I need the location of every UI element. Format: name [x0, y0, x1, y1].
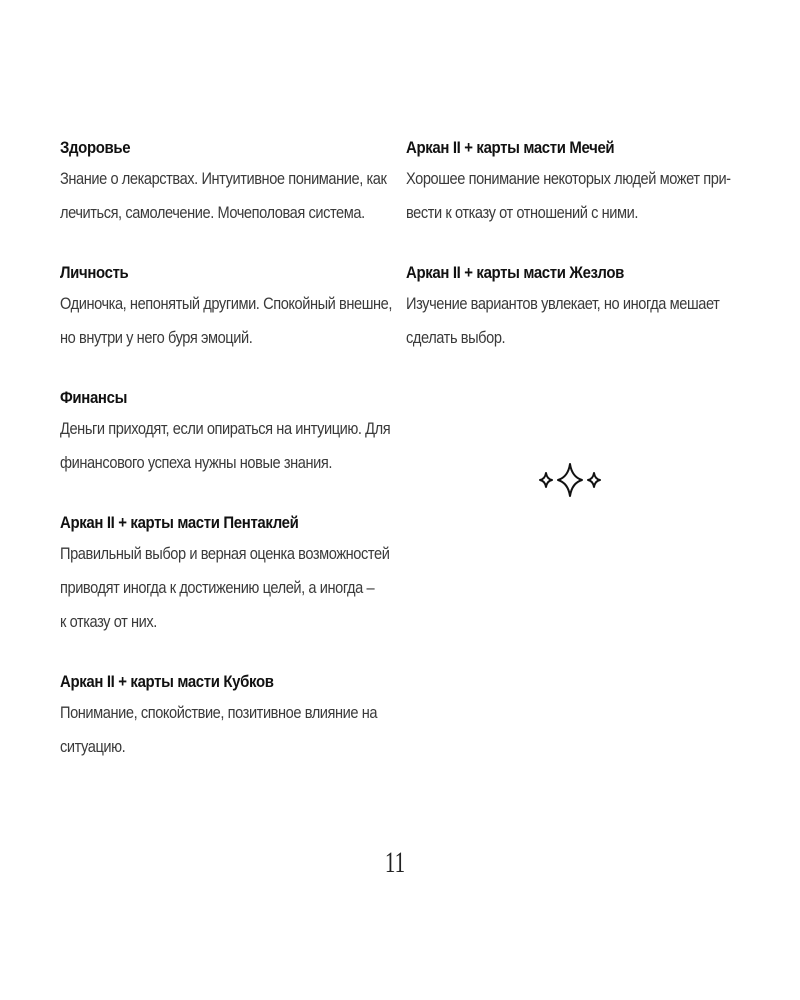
section-title: Аркан II + карты масти Мечей	[406, 138, 615, 157]
text-section	[60, 386, 395, 480]
text-line: к отказу от них.	[60, 612, 157, 631]
section-text	[60, 162, 395, 230]
section-title: Финансы	[60, 388, 127, 407]
text-section	[60, 136, 395, 230]
section-text	[406, 287, 746, 355]
text-section	[60, 670, 395, 764]
page-number: 11	[384, 846, 406, 879]
text-line: Деньги приходят, если опираться на интуицию. Для	[60, 419, 391, 438]
text-line: лечиться, самолечение. Мочеполовая система.	[60, 203, 365, 222]
section-title: Личность	[60, 263, 129, 282]
text-line: но внутри у него буря эмоций.	[60, 328, 253, 347]
text-line: финансового успеха нужны новые знания.	[60, 453, 332, 472]
section-title: Аркан II + карты масти Кубков	[60, 672, 274, 691]
text-line: Изучение вариантов увлекает, но иногда мешает	[406, 294, 720, 313]
section-text	[60, 537, 395, 639]
text-line: Знание о лекарствах. Интуитивное понимание, как	[60, 169, 387, 188]
section-text	[406, 162, 746, 230]
section-title: Здоровье	[60, 138, 131, 157]
section-title: Аркан II + карты масти Пентаклей	[60, 513, 299, 532]
text-line: вести к отказу от отношений с ними.	[406, 203, 638, 222]
text-section	[60, 261, 395, 355]
text-line: приводят иногда к достижению целей, а иногда –	[60, 578, 375, 597]
section-title: Аркан II + карты масти Жезлов	[406, 263, 625, 282]
text-line: сделать выбор.	[406, 328, 506, 347]
text-line: ситуацию.	[60, 737, 126, 756]
text-line: Правильный выбор и верная оценка возможностей	[60, 544, 390, 563]
section-text	[60, 412, 395, 480]
text-section	[60, 511, 395, 639]
right-column	[406, 136, 746, 386]
text-line: Одиночка, непонятый другими. Спокойный внешне,	[60, 294, 393, 313]
text-section	[406, 136, 746, 230]
text-line: Хорошее понимание некоторых людей может при-	[406, 169, 731, 188]
large-star-center-icon	[558, 464, 582, 496]
small-star-left-icon	[540, 473, 552, 487]
section-text	[60, 287, 395, 355]
text-line: Понимание, спокойствие, позитивное влияние на	[60, 703, 378, 722]
three-stars-ornament-icon	[538, 462, 602, 498]
small-star-right-icon	[588, 473, 600, 487]
text-section	[406, 261, 746, 355]
section-text	[60, 696, 395, 764]
left-column	[60, 136, 395, 795]
